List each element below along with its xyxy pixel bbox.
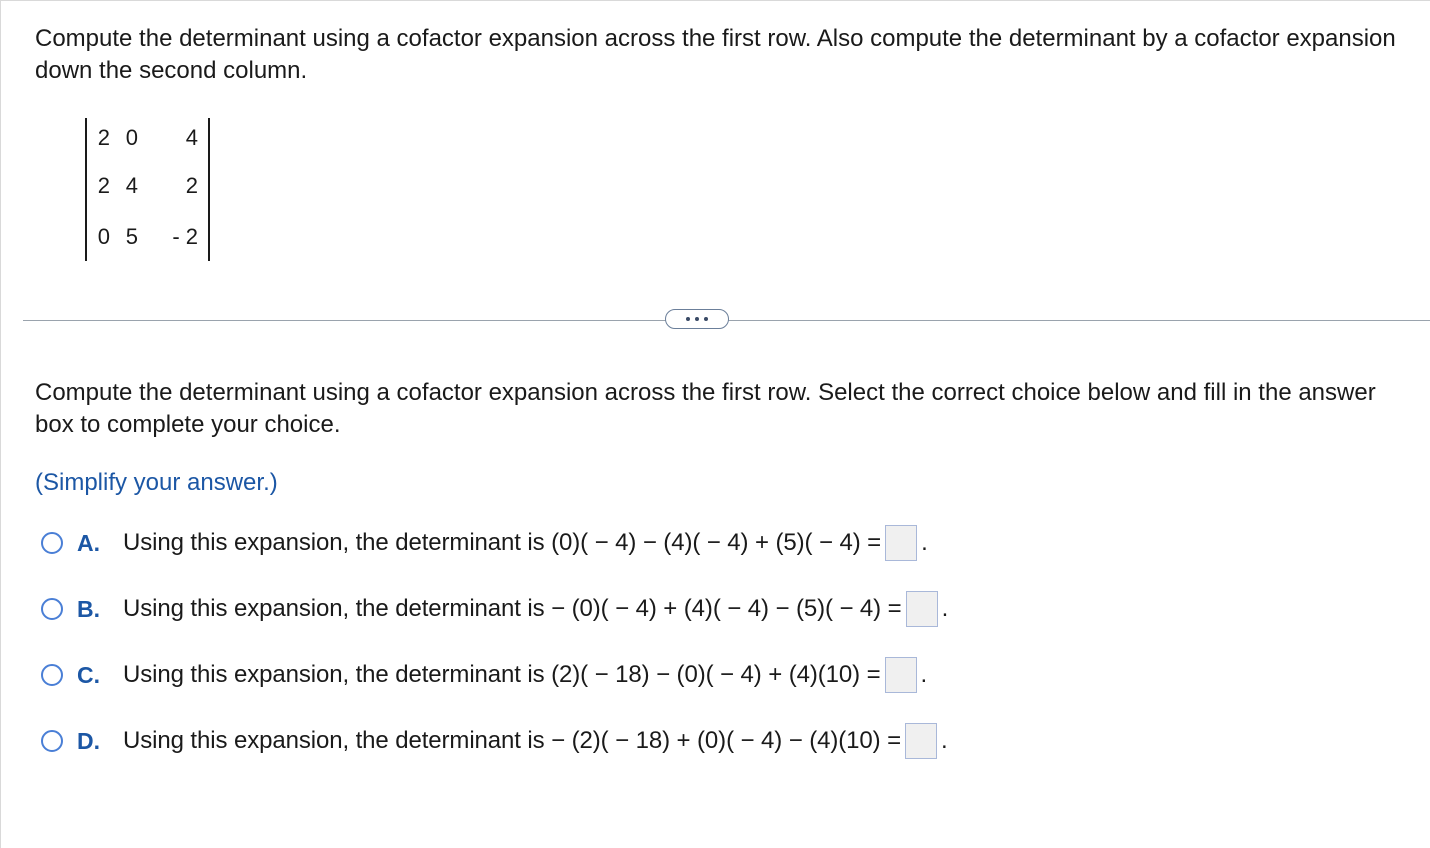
choice-letter: A.	[77, 529, 100, 556]
matrix-cell: 5	[125, 224, 138, 249]
matrix-cell: 4	[185, 125, 198, 150]
choice-letter: C.	[77, 661, 100, 688]
choice-letter: D.	[77, 727, 100, 754]
choice-b[interactable]	[41, 590, 948, 628]
choice-text: Using this expansion, the determinant is (0)( − 4) − (4)( − 4) + (5)( − 4) =	[123, 529, 882, 556]
matrix-cell: - 2	[172, 224, 198, 249]
ellipsis-icon	[686, 317, 690, 321]
matrix-cell: 2	[97, 173, 110, 198]
choice-b-radio[interactable]	[41, 598, 63, 620]
matrix-cell: 0	[97, 224, 110, 249]
choice-text: Using this expansion, the determinant is − (2)( − 18) + (0)( − 4) − (4)(10) =	[123, 727, 901, 754]
matrix-cell: 2	[185, 173, 198, 198]
show-more-button[interactable]	[665, 309, 729, 329]
determinant-matrix	[85, 118, 210, 261]
matrix-row	[87, 125, 208, 155]
choice-a-radio[interactable]	[41, 532, 63, 554]
choice-text: Using this expansion, the determinant is (2)( − 18) − (0)( − 4) + (4)(10) =	[123, 661, 881, 688]
choice-letter: B.	[77, 595, 100, 622]
question-text: Compute the determinant using a cofactor expansion across the first row. Also compute the determinant by a cofactor expansion down the second column.	[35, 25, 1396, 84]
choice-d[interactable]	[41, 722, 948, 760]
choice-period: .	[941, 595, 949, 622]
choice-period: .	[941, 727, 948, 754]
answer-box-b[interactable]	[906, 591, 938, 627]
choice-period: .	[921, 529, 928, 556]
part-instruction: Compute the determinant using a cofactor expansion across the first row. Select the correct choice below and fill in the answer box to complete your choice.	[35, 379, 1376, 438]
matrix-row	[87, 224, 208, 254]
answer-box-c[interactable]	[885, 657, 917, 693]
answer-box-d[interactable]	[905, 723, 937, 759]
choice-period: .	[920, 661, 928, 688]
simplify-note: (Simplify your answer.)	[35, 469, 278, 496]
choice-c-radio[interactable]	[41, 664, 63, 686]
ellipsis-icon	[695, 317, 699, 321]
matrix-cell: 4	[125, 173, 138, 198]
matrix-row	[87, 173, 208, 203]
choice-c[interactable]	[41, 656, 927, 694]
answer-box-a[interactable]	[885, 525, 917, 561]
matrix-cell: 2	[97, 125, 110, 150]
ellipsis-icon	[704, 317, 708, 321]
choice-d-radio[interactable]	[41, 730, 63, 752]
choice-a[interactable]	[41, 524, 928, 562]
choice-text: Using this expansion, the determinant is − (0)( − 4) + (4)( − 4) − (5)( − 4) =	[123, 595, 902, 622]
matrix-cell: 0	[125, 125, 138, 150]
